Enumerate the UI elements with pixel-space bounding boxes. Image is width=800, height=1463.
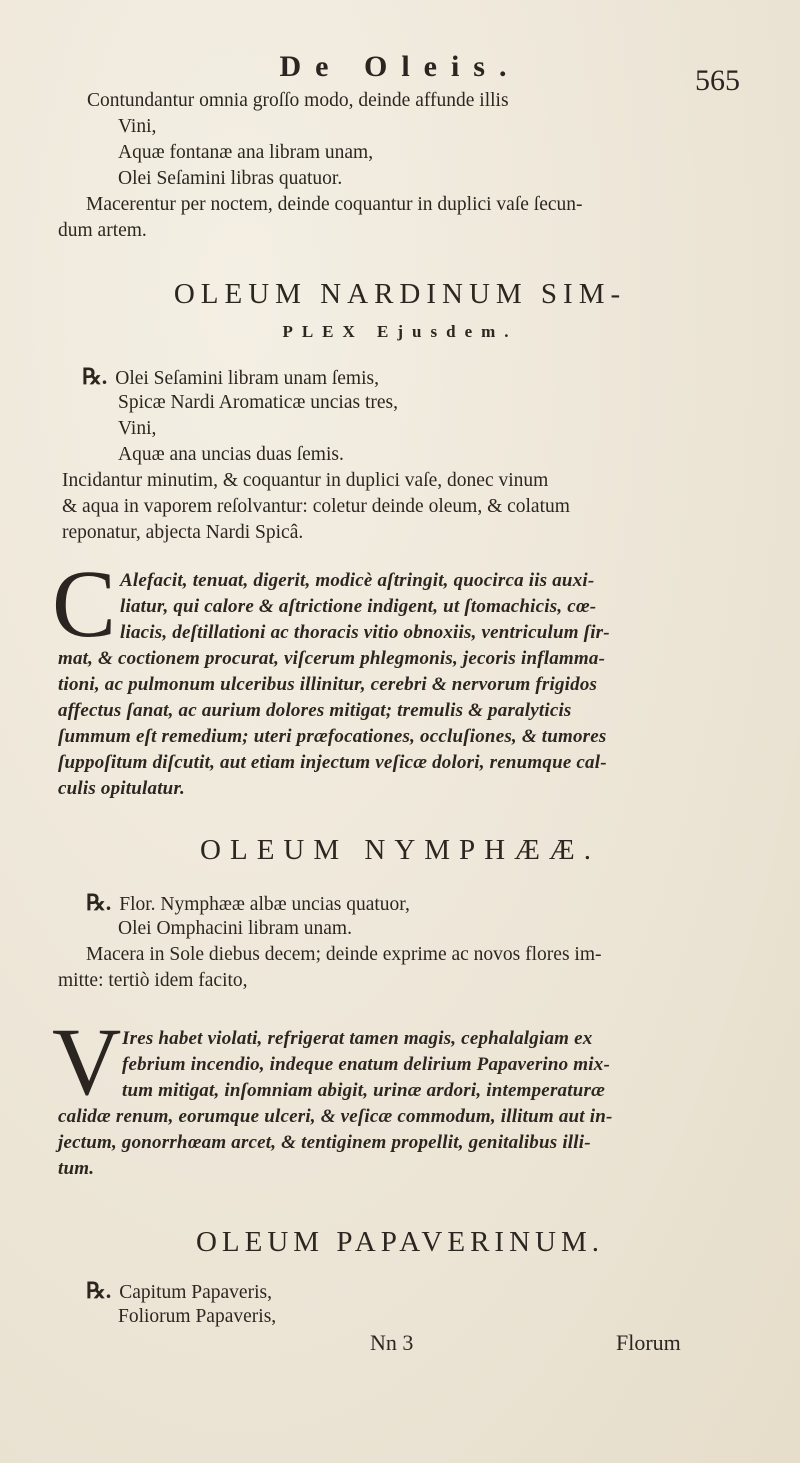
intro-line: Vini,	[118, 116, 157, 137]
virtue-line: ſummum eſt remedium; uteri præfocationes, occluſiones, & tumores	[58, 726, 607, 747]
virtue-line: ſuppoſitum diſcutit, aut etiam injectum veſicæ dolori, renumque cal-	[58, 752, 607, 773]
intro-line: Olei Seſamini libras quatuor.	[118, 168, 343, 189]
recipe-line: ℞. Capitum Papaveris,	[86, 1278, 272, 1303]
method-line: & aqua in vaporem reſolvantur: coletur deinde oleum, & colatum	[62, 496, 570, 517]
recipe-line: Aquæ ana uncias duas ſemis.	[118, 444, 344, 465]
recipe-line: Foliorum Papaveris,	[118, 1306, 277, 1327]
intro-line: dum artem.	[58, 220, 147, 241]
section-title: OLEUM PAPAVERINUM.	[195, 1226, 604, 1258]
signature-mark: Nn 3	[370, 1330, 414, 1355]
recipe-line: ℞. Flor. Nymphææ albæ uncias quatuor,	[86, 890, 410, 915]
section-subtitle: PLEX Ejusdem.	[282, 322, 518, 341]
virtue-line: liatur, qui calore & aſtrictione indigent, ut ſtomachicis, cœ-	[120, 596, 597, 617]
method-line: mitte: tertiò idem facito,	[58, 970, 248, 991]
drop-cap: C	[52, 550, 117, 657]
virtue-line: mat, & coctionem procurat, viſcerum phlegmonis, jecoris inflamma-	[58, 648, 606, 669]
method-line: Macera in Sole diebus decem; deinde exprime ac novos flores im-	[86, 944, 602, 965]
recipe-line: Olei Omphacini libram unam.	[118, 918, 352, 939]
method-line: Incidantur minutim, & coquantur in duplici vaſe, donec vinum	[62, 470, 549, 491]
virtue-line: tum mitigat, inſomniam abigit, urinæ ardori, intemperaturæ	[122, 1080, 606, 1101]
virtue-line: tioni, ac pulmonum ulceribus illinitur, cerebri & nervorum frigidos	[58, 674, 598, 695]
recipe-line: Vini,	[118, 418, 157, 439]
virtue-line: jectum, gonorrhœam arcet, & tentiginem propellit, genitalibus illi-	[58, 1132, 591, 1153]
recipe-symbol: ℞.	[82, 364, 108, 389]
virtue-line: affectus ſanat, ac aurium dolores mitigat; tremulis & paralyticis	[58, 700, 572, 721]
virtue-line: culis opitulatur.	[58, 778, 185, 799]
method-line: reponatur, abjecta Nardi Spicâ.	[62, 522, 304, 543]
virtue-line: febrium incendio, indeque enatum delirium Papaverino mix-	[122, 1054, 610, 1075]
running-title: De Oleis.	[279, 50, 521, 83]
virtue-line: liacis, deſtillationi ac thoracis vitio obnoxiis, ventriculum ſir-	[120, 622, 610, 643]
recipe-line: ℞. Olei Seſamini libram unam ſemis,	[82, 364, 379, 389]
intro-line: Aquæ fontanæ ana libram unam,	[118, 142, 374, 163]
virtue-line: Alefacit, tenuat, digerit, modicè aſtringit, quocirca iis auxi-	[120, 570, 595, 591]
virtue-line: Ires habet violati, refrigerat tamen magis, cephalalgiam ex	[122, 1028, 593, 1049]
recipe-symbol: ℞.	[86, 890, 112, 915]
recipe-line: Spicæ Nardi Aromaticæ uncias tres,	[118, 392, 398, 413]
recipe-symbol: ℞.	[86, 1278, 112, 1303]
virtue-line: tum.	[58, 1158, 95, 1179]
catchword: Florum	[616, 1330, 681, 1355]
virtue-line: calidæ renum, eorumque ulceri, & veſicæ commodum, illitum aut in-	[58, 1106, 613, 1127]
section-title: OLEUM NYMPHÆÆ.	[200, 834, 600, 866]
drop-cap: V	[52, 1008, 122, 1115]
section-title: OLEUM NARDINUM SIM-	[173, 278, 627, 310]
intro-line: Contundantur omnia groſſo modo, deinde affunde illis	[87, 90, 509, 111]
intro-line: Macerentur per noctem, deinde coquantur in duplici vaſe ſecun-	[86, 194, 583, 215]
page-number: 565	[695, 64, 740, 97]
